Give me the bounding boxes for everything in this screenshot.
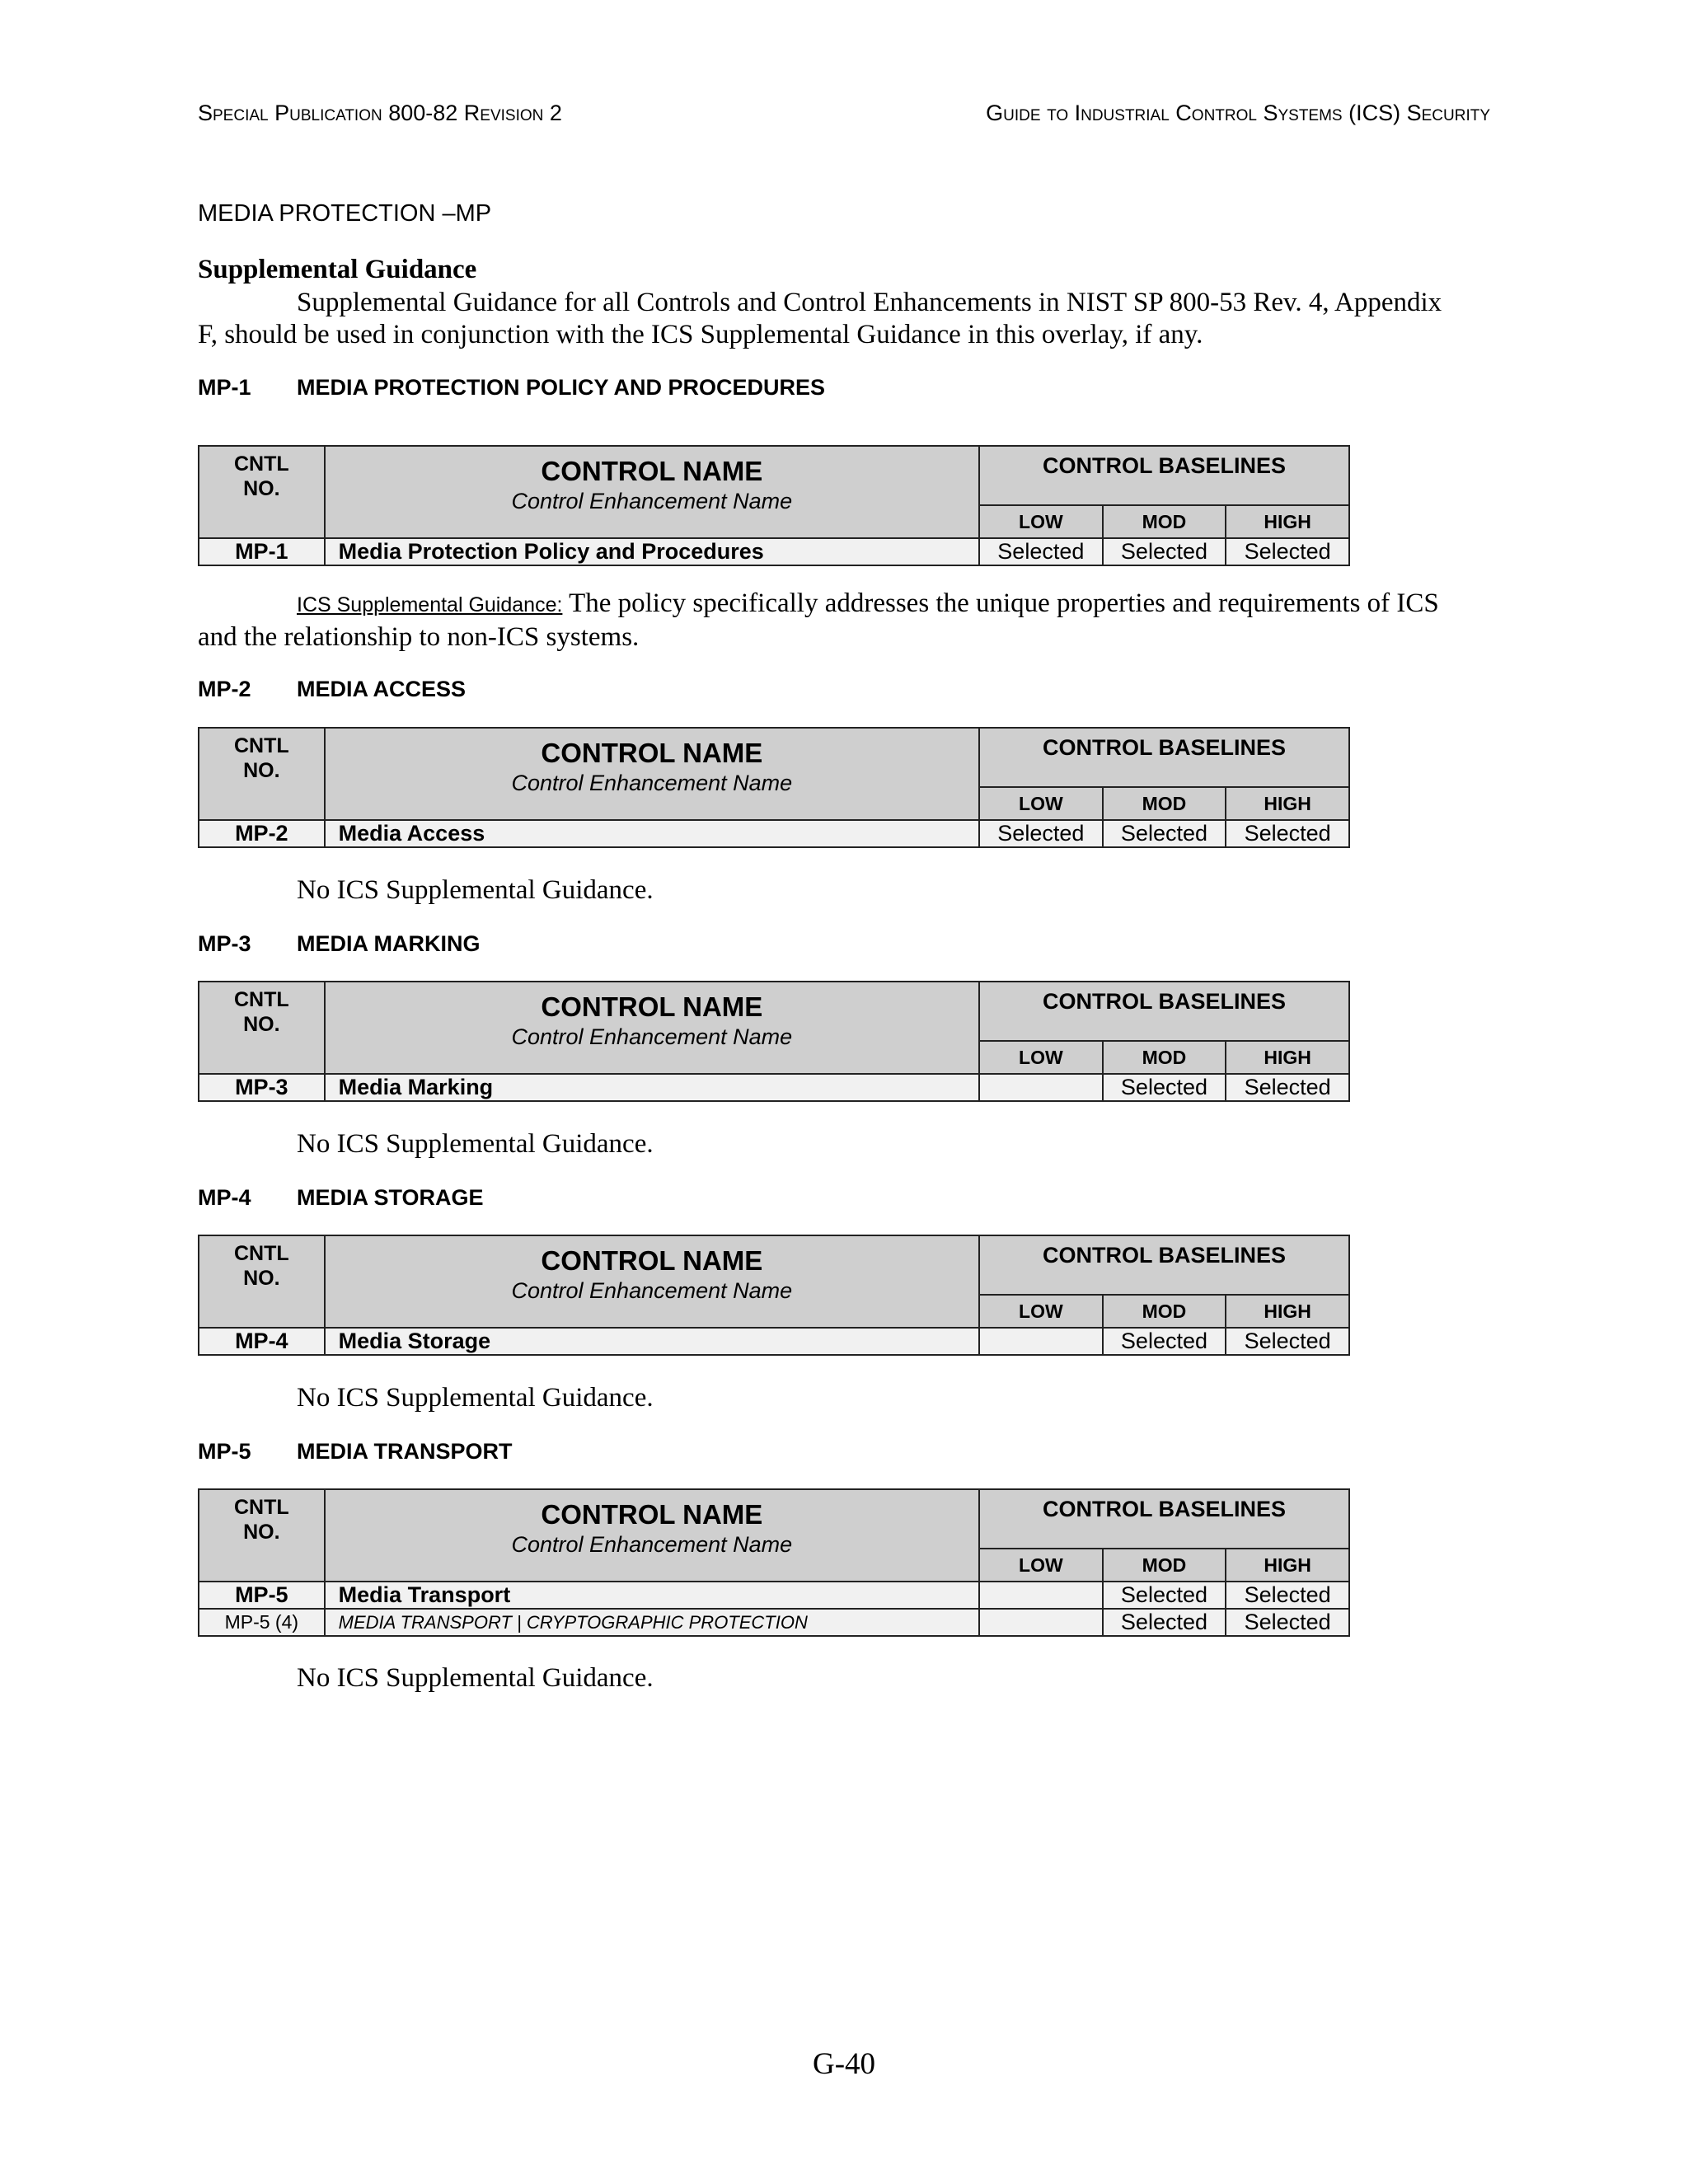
mod-header: MOD (1103, 1295, 1226, 1328)
running-header-right: Guide to Industrial Control Systems (ICS) Security (986, 101, 1490, 125)
table-row (199, 820, 1349, 847)
high-cell: Selected (1226, 1609, 1349, 1636)
control-table-mp-1 (198, 445, 1350, 566)
control-table-mp-4 (198, 1235, 1350, 1356)
ics-supplemental-guidance-mp-1 (198, 588, 1484, 654)
guidance-text: The policy specifically addresses the unique properties and requirements of ICS and the relationship to non-ICS systems. (198, 588, 1439, 652)
enhancement-name-cell: MEDIA TRANSPORT | CRYPTOGRAPHIC PROTECTION (325, 1609, 979, 1636)
control-title: MEDIA MARKING (297, 931, 481, 956)
low-cell (979, 1582, 1103, 1609)
enhancement-row (199, 1609, 1349, 1636)
ics-supplemental-guidance-mp-3: No ICS Supplemental Guidance. (297, 1129, 654, 1159)
low-cell: Selected (979, 538, 1103, 565)
cntl-no-header: CNTL NO. (199, 728, 325, 820)
ics-supplemental-guidance-mp-5: No ICS Supplemental Guidance. (297, 1663, 654, 1693)
high-cell: Selected (1226, 1582, 1349, 1609)
control-title: MEDIA STORAGE (297, 1185, 484, 1210)
control-name-cell: Media Marking (325, 1074, 979, 1101)
high-cell: Selected (1226, 538, 1349, 565)
low-header: LOW (979, 1295, 1103, 1328)
cntl-no-cell: MP-4 (199, 1328, 325, 1355)
control-title: MEDIA ACCESS (297, 677, 467, 701)
control-table-mp-3 (198, 981, 1350, 1102)
low-header: LOW (979, 1041, 1103, 1074)
cntl-no-cell: MP-2 (199, 820, 325, 847)
control-id: MP-3 (198, 931, 251, 956)
high-header: HIGH (1226, 1041, 1349, 1074)
control-baselines-header: CONTROL BASELINES (979, 1489, 1349, 1549)
running-header-left: Special Publication 800-82 Revision 2 (198, 101, 562, 125)
cntl-no-cell: MP-1 (199, 538, 325, 565)
mod-cell: Selected (1103, 1328, 1226, 1355)
cntl-no-header: CNTL NO. (199, 982, 325, 1074)
control-title: MEDIA TRANSPORT (297, 1439, 513, 1464)
control-name-header: CONTROL NAME Control Enhancement Name (325, 982, 979, 1074)
control-baselines-header: CONTROL BASELINES (979, 1235, 1349, 1295)
control-baselines-header: CONTROL BASELINES (979, 446, 1349, 505)
control-name-header: CONTROL NAME Control Enhancement Name (325, 728, 979, 820)
cntl-no-cell: MP-5 (4) (199, 1609, 325, 1636)
control-id: MP-4 (198, 1185, 251, 1210)
control-title: MEDIA PROTECTION POLICY AND PROCEDURES (297, 375, 826, 400)
control-name-cell: Media Access (325, 820, 979, 847)
ics-supplemental-guidance-mp-2: No ICS Supplemental Guidance. (297, 875, 654, 905)
table-row (199, 1328, 1349, 1355)
control-table-mp-2 (198, 727, 1350, 848)
control-name-header: CONTROL NAME Control Enhancement Name (325, 1489, 979, 1582)
mod-header: MOD (1103, 787, 1226, 820)
supplemental-guidance-heading: Supplemental Guidance (198, 255, 477, 284)
high-header: HIGH (1226, 1549, 1349, 1582)
high-cell: Selected (1226, 1074, 1349, 1101)
control-heading-mp-2 (198, 677, 466, 702)
mod-cell: Selected (1103, 538, 1226, 565)
control-heading-mp-5 (198, 1439, 513, 1465)
control-heading-mp-4 (198, 1185, 484, 1211)
control-name-cell: Media Protection Policy and Procedures (325, 538, 979, 565)
mod-cell: Selected (1103, 1582, 1226, 1609)
control-table-mp-5 (198, 1488, 1350, 1637)
control-name-header: CONTROL NAME Control Enhancement Name (325, 446, 979, 538)
mod-header: MOD (1103, 505, 1226, 538)
high-cell: Selected (1226, 1328, 1349, 1355)
low-cell (979, 1074, 1103, 1101)
mod-header: MOD (1103, 1549, 1226, 1582)
mod-cell: Selected (1103, 820, 1226, 847)
control-baselines-header: CONTROL BASELINES (979, 982, 1349, 1041)
cntl-no-cell: MP-3 (199, 1074, 325, 1101)
control-id: MP-2 (198, 677, 251, 701)
table-row (199, 1582, 1349, 1609)
high-header: HIGH (1226, 505, 1349, 538)
table-row (199, 1074, 1349, 1101)
guidance-label: ICS Supplemental Guidance: (297, 593, 563, 616)
low-header: LOW (979, 1549, 1103, 1582)
table-row (199, 538, 1349, 565)
mod-cell: Selected (1103, 1074, 1226, 1101)
control-name-header: CONTROL NAME Control Enhancement Name (325, 1235, 979, 1328)
control-name-cell: Media Storage (325, 1328, 979, 1355)
supplemental-guidance-text: Supplemental Guidance for all Controls and Control Enhancements in NIST SP 800-53 Rev. 4, Appendix F, should be used in conjunction with the ICS Supplemental Guidance in this overlay, if any. (198, 288, 1442, 349)
low-header: LOW (979, 505, 1103, 538)
page-number: G-40 (812, 2047, 876, 2081)
cntl-no-header: CNTL NO. (199, 446, 325, 538)
control-id: MP-5 (198, 1439, 251, 1464)
ics-supplemental-guidance-mp-4: No ICS Supplemental Guidance. (297, 1383, 654, 1413)
low-header: LOW (979, 787, 1103, 820)
low-cell (979, 1609, 1103, 1636)
high-cell: Selected (1226, 820, 1349, 847)
high-header: HIGH (1226, 787, 1349, 820)
cntl-no-cell: MP-5 (199, 1582, 325, 1609)
mod-header: MOD (1103, 1041, 1226, 1074)
control-name-cell: Media Transport (325, 1582, 979, 1609)
cntl-no-header: CNTL NO. (199, 1235, 325, 1328)
cntl-no-header: CNTL NO. (199, 1489, 325, 1582)
control-heading-mp-1 (198, 375, 825, 401)
control-heading-mp-3 (198, 931, 481, 957)
mod-cell: Selected (1103, 1609, 1226, 1636)
low-cell: Selected (979, 820, 1103, 847)
section-title: MEDIA PROTECTION –MP (198, 200, 492, 227)
high-header: HIGH (1226, 1295, 1349, 1328)
control-id: MP-1 (198, 375, 251, 400)
low-cell (979, 1328, 1103, 1355)
control-baselines-header: CONTROL BASELINES (979, 728, 1349, 787)
